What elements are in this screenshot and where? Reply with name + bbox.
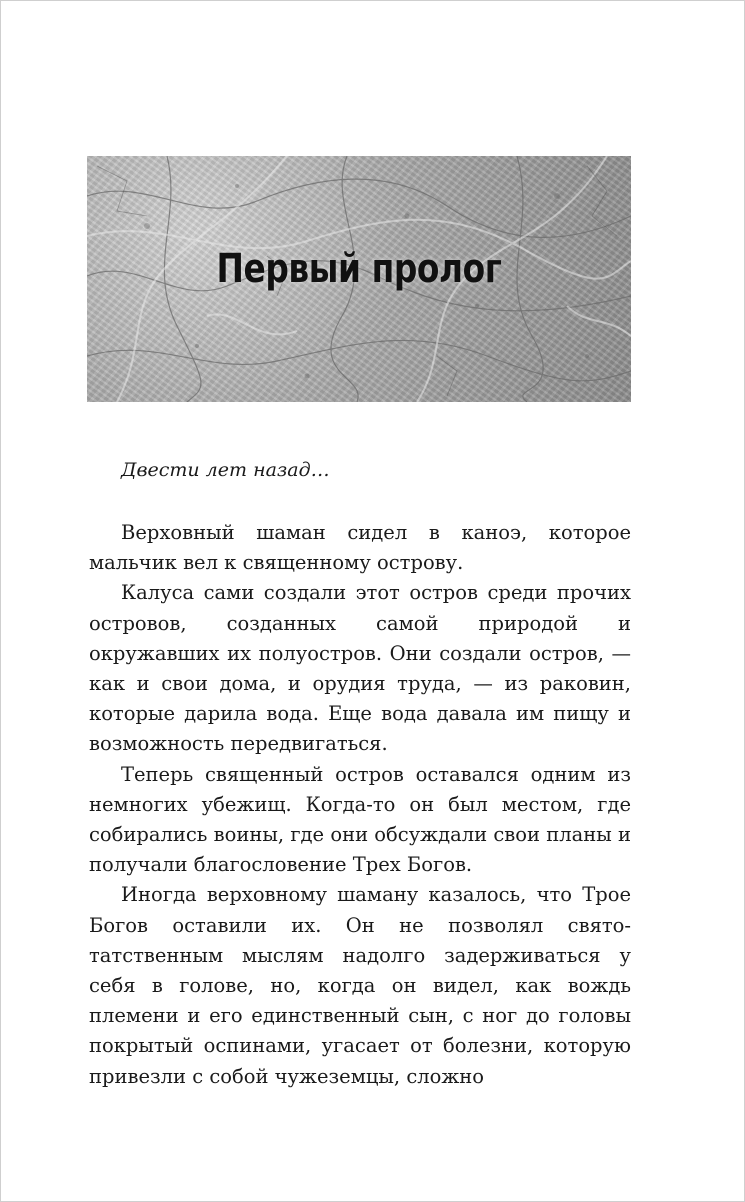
chapter-title: Первый пролог [216,246,502,292]
paragraph: Верховный шаман сидел в каноэ, которое мальчик вел к священному острову. [89,521,631,575]
chapter-subtitle: Двести лет назад… [121,459,330,481]
paragraph: Иногда верховному шаману казалось, что Трое Богов оставили их. Он не позволял святотатственным мыслям надолго задерживаться у себя в голове, но, когда он видел, как вождь племени и его единственный сын, с ног до головы покрытый оспинами, угасает от болезни, которую привезли с собой чужеземцы, сложно [89,883,631,1088]
body-text [89,518,631,1092]
paragraph: Теперь священный остров оставался одним из немногих убежищ. Когда-то он был местом, где собирались воины, где они обсуждали свои планы и получали благословение Трех Богов. [89,762,631,877]
paragraph: Калуса сами создали этот остров среди прочих островов, созданных самой природой и окружавших их полуостров. Они создали остров, — как и свои дома, и орудия труда, — из раковин, которые дарила вода. Еще вода давала им пищу и возможность передвигаться. [89,581,631,756]
chapter-header-banner [87,156,631,402]
